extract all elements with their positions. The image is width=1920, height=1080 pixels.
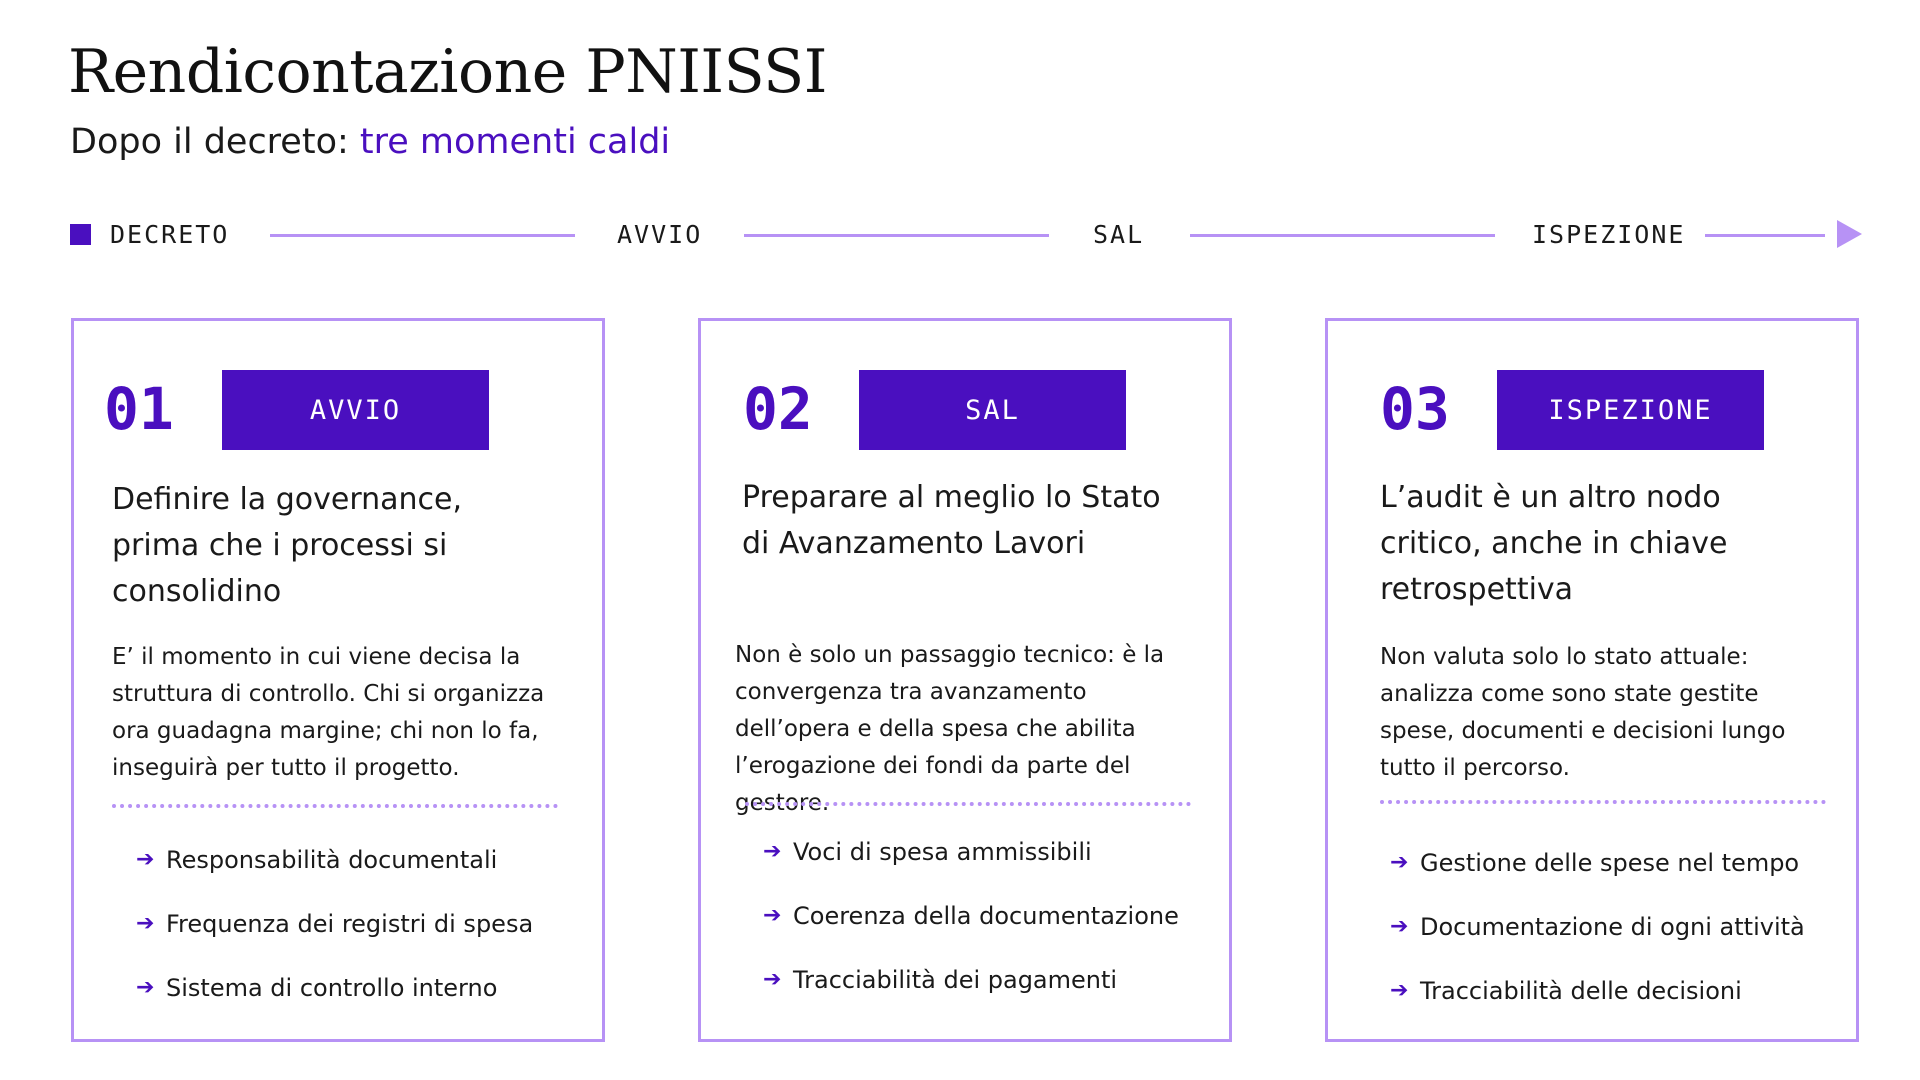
card-heading: Preparare al meglio lo Stato di Avanzamento Lavori xyxy=(742,480,1161,561)
timeline-connector xyxy=(744,234,1049,237)
card-checklist xyxy=(763,837,1179,1029)
list-item-label: Gestione delle spese nel tempo xyxy=(1420,849,1800,877)
page-subtitle xyxy=(70,120,670,164)
list-item-label: Coerenza della documentazione xyxy=(793,902,1179,930)
dotted-divider xyxy=(745,802,1191,806)
timeline-arrow-icon xyxy=(1837,220,1862,248)
card-sal xyxy=(698,318,1232,1042)
list-item-label: Responsabilità documentali xyxy=(166,846,498,874)
card-badge: ISPEZIONE xyxy=(1497,370,1764,450)
list-item xyxy=(1390,976,1805,1006)
list-item-label: Tracciabilità delle decisioni xyxy=(1420,977,1742,1005)
list-item-label: Documentazione di ogni attività xyxy=(1420,913,1805,941)
arrow-right-icon: ➔ xyxy=(1390,850,1409,875)
card-number: 03 xyxy=(1380,375,1450,443)
card-number: 02 xyxy=(743,375,813,443)
card-heading: L’audit è un altro nodo critico, anche in chiave retrospettiva xyxy=(1380,480,1728,607)
dotted-divider xyxy=(1380,800,1826,804)
list-item xyxy=(136,845,533,875)
card-body: E’ il momento in cui viene decisa la struttura di controllo. Chi si organizza ora guadagna margine; chi non lo fa, inseguirà per tutto il progetto. xyxy=(112,644,545,781)
list-item-label: Tracciabilità dei pagamenti xyxy=(793,966,1118,994)
timeline-step-sal: SAL xyxy=(1093,220,1145,249)
arrow-right-icon: ➔ xyxy=(1390,978,1409,1003)
timeline-step-ispezione: ISPEZIONE xyxy=(1532,220,1686,249)
list-item xyxy=(763,901,1179,931)
arrow-right-icon: ➔ xyxy=(763,903,782,928)
list-item-label: Voci di spesa ammissibili xyxy=(793,838,1092,866)
card-number: 01 xyxy=(104,375,174,443)
card-avvio xyxy=(71,318,605,1042)
list-item-label: Sistema di controllo interno xyxy=(166,974,498,1002)
list-item xyxy=(1390,848,1805,878)
subtitle-accent: tre momenti caldi xyxy=(359,122,671,162)
arrow-right-icon: ➔ xyxy=(763,839,782,864)
arrow-right-icon: ➔ xyxy=(136,975,155,1000)
timeline-step-decreto: DECRETO xyxy=(110,220,230,249)
subtitle-prefix: Dopo il decreto: xyxy=(70,122,360,162)
arrow-right-icon: ➔ xyxy=(136,911,155,936)
arrow-right-icon: ➔ xyxy=(763,967,782,992)
list-item xyxy=(763,965,1179,995)
list-item xyxy=(136,973,533,1003)
card-body: Non valuta solo lo stato attuale: analizza come sono state gestite spese, documenti e decisioni lungo tutto il percorso. xyxy=(1380,644,1786,781)
dotted-divider xyxy=(112,804,558,808)
timeline-connector xyxy=(1705,234,1825,237)
list-item xyxy=(1390,912,1805,942)
timeline-connector xyxy=(1190,234,1495,237)
card-badge: SAL xyxy=(859,370,1126,450)
list-item xyxy=(136,909,533,939)
card-checklist xyxy=(136,845,533,1037)
card-badge: AVVIO xyxy=(222,370,489,450)
arrow-right-icon: ➔ xyxy=(1390,914,1409,939)
list-item xyxy=(763,837,1179,867)
list-item-label: Frequenza dei registri di spesa xyxy=(166,910,534,938)
card-checklist xyxy=(1390,848,1805,1040)
card-ispezione xyxy=(1325,318,1859,1042)
timeline-step-avvio: AVVIO xyxy=(617,220,703,249)
card-body: Non è solo un passaggio tecnico: è la convergenza tra avanzamento dell’opera e della spesa che abilita l’erogazione dei fondi da parte del gestore. xyxy=(735,642,1165,816)
card-heading: Definire la governance, prima che i processi si consolidino xyxy=(112,482,463,609)
timeline xyxy=(0,214,1920,264)
arrow-right-icon: ➔ xyxy=(136,847,155,872)
page-title: Rendicontazione PNIISSI xyxy=(68,37,827,107)
timeline-start-marker xyxy=(70,224,91,245)
timeline-connector xyxy=(270,234,575,237)
